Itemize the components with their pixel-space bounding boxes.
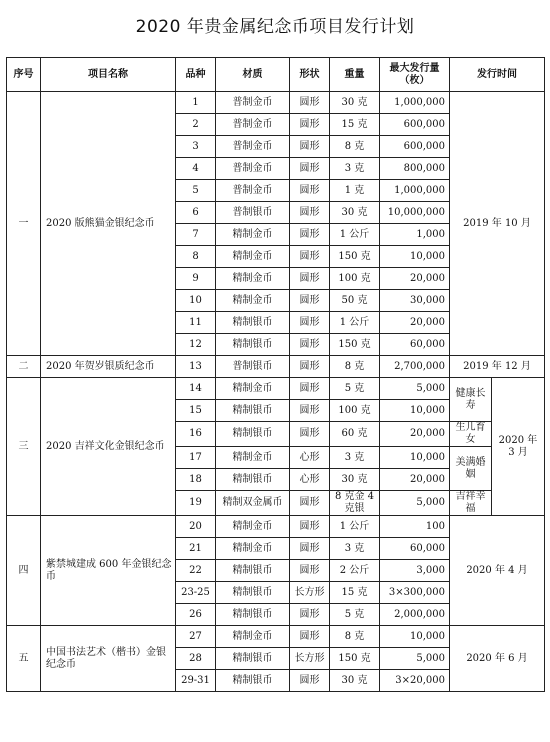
shape-cell: 圆形	[290, 290, 330, 312]
max-issue-cell: 1,000,000	[380, 180, 450, 202]
shape-cell: 心形	[290, 447, 330, 469]
variety-cell: 26	[176, 604, 216, 626]
max-issue-cell: 5,000	[380, 648, 450, 670]
material-cell: 普制银币	[216, 202, 290, 224]
shape-cell: 圆形	[290, 626, 330, 648]
max-issue-cell: 2,000,000	[380, 604, 450, 626]
material-cell: 普制金币	[216, 114, 290, 136]
weight-cell: 50 克	[330, 290, 380, 312]
issue-time-cell: 2020 年 4 月	[450, 516, 545, 626]
header-issue-time: 发行时间	[450, 58, 545, 92]
material-cell: 精制银币	[216, 582, 290, 604]
max-issue-cell: 5,000	[380, 378, 450, 400]
weight-cell: 3 克	[330, 447, 380, 469]
material-cell: 精制金币	[216, 246, 290, 268]
table-body	[7, 92, 545, 692]
shape-cell: 圆形	[290, 202, 330, 224]
group-seq-cell: 二	[7, 356, 41, 378]
issue-time-cell: 2020 年 3 月	[492, 378, 545, 516]
shape-cell: 圆形	[290, 400, 330, 422]
max-issue-cell: 10,000	[380, 400, 450, 422]
variety-cell: 8	[176, 246, 216, 268]
table-row	[7, 378, 545, 400]
header-max-issue: 最大发行量（枚）	[380, 58, 450, 92]
variety-cell: 27	[176, 626, 216, 648]
weight-cell: 1 公斤	[330, 516, 380, 538]
shape-cell: 圆形	[290, 604, 330, 626]
material-cell: 精制金币	[216, 290, 290, 312]
shape-cell: 圆形	[290, 246, 330, 268]
shape-cell: 圆形	[290, 224, 330, 246]
weight-cell: 30 克	[330, 92, 380, 114]
shape-cell: 圆形	[290, 136, 330, 158]
project-name-cell: 2020 版熊猫金银纪念币	[41, 92, 176, 356]
material-cell: 普制银币	[216, 356, 290, 378]
variety-cell: 6	[176, 202, 216, 224]
table-row	[7, 516, 545, 538]
max-issue-cell: 5,000	[380, 491, 450, 516]
header-name: 项目名称	[41, 58, 176, 92]
variety-cell: 11	[176, 312, 216, 334]
max-issue-cell: 10,000	[380, 626, 450, 648]
group-seq-cell: 一	[7, 92, 41, 356]
variety-cell: 15	[176, 400, 216, 422]
variety-cell: 7	[176, 224, 216, 246]
variety-cell: 4	[176, 158, 216, 180]
weight-cell: 8 克	[330, 356, 380, 378]
weight-cell: 5 克	[330, 378, 380, 400]
weight-cell: 60 克	[330, 422, 380, 447]
project-name-cell: 2020 吉祥文化金银纪念币	[41, 378, 176, 516]
header-material: 材质	[216, 58, 290, 92]
header-seq: 序号	[7, 58, 41, 92]
max-issue-cell: 1,000,000	[380, 92, 450, 114]
sub-theme-cell: 健康长寿	[450, 378, 492, 422]
material-cell: 精制金币	[216, 538, 290, 560]
weight-cell: 30 克	[330, 670, 380, 692]
weight-cell: 1 公斤	[330, 224, 380, 246]
weight-cell: 150 克	[330, 648, 380, 670]
group-seq-cell: 四	[7, 516, 41, 626]
material-cell: 精制金币	[216, 378, 290, 400]
variety-cell: 18	[176, 469, 216, 491]
project-name-cell: 紫禁城建成 600 年金银纪念币	[41, 516, 176, 626]
shape-cell: 长方形	[290, 582, 330, 604]
variety-cell: 21	[176, 538, 216, 560]
shape-cell: 圆形	[290, 670, 330, 692]
material-cell: 精制金币	[216, 447, 290, 469]
max-issue-cell: 60,000	[380, 334, 450, 356]
material-cell: 普制金币	[216, 92, 290, 114]
weight-cell: 100 克	[330, 400, 380, 422]
table-row	[7, 92, 545, 114]
shape-cell: 圆形	[290, 268, 330, 290]
header-shape: 形状	[290, 58, 330, 92]
material-cell: 精制银币	[216, 312, 290, 334]
shape-cell: 圆形	[290, 356, 330, 378]
weight-cell: 15 克	[330, 114, 380, 136]
sub-theme-cell: 生儿育女	[450, 422, 492, 447]
shape-cell: 圆形	[290, 516, 330, 538]
max-issue-cell: 20,000	[380, 268, 450, 290]
shape-cell: 圆形	[290, 334, 330, 356]
variety-cell: 20	[176, 516, 216, 538]
max-issue-cell: 600,000	[380, 114, 450, 136]
weight-cell: 1 克	[330, 180, 380, 202]
shape-cell: 圆形	[290, 312, 330, 334]
max-issue-cell: 10,000	[380, 246, 450, 268]
material-cell: 精制银币	[216, 422, 290, 447]
max-issue-cell: 60,000	[380, 538, 450, 560]
shape-cell: 圆形	[290, 114, 330, 136]
material-cell: 精制金币	[216, 516, 290, 538]
material-cell: 精制银币	[216, 648, 290, 670]
shape-cell: 心形	[290, 469, 330, 491]
variety-cell: 5	[176, 180, 216, 202]
max-issue-cell: 2,700,000	[380, 356, 450, 378]
weight-cell: 15 克	[330, 582, 380, 604]
variety-cell: 22	[176, 560, 216, 582]
sub-theme-cell: 吉祥幸福	[450, 491, 492, 516]
max-issue-cell: 3×20,000	[380, 670, 450, 692]
variety-cell: 1	[176, 92, 216, 114]
max-issue-cell: 20,000	[380, 312, 450, 334]
variety-cell: 2	[176, 114, 216, 136]
shape-cell: 圆形	[290, 92, 330, 114]
material-cell: 精制银币	[216, 334, 290, 356]
max-issue-cell: 100	[380, 516, 450, 538]
variety-cell: 17	[176, 447, 216, 469]
issue-plan-table	[6, 57, 545, 692]
variety-cell: 3	[176, 136, 216, 158]
weight-cell: 100 克	[330, 268, 380, 290]
variety-cell: 19	[176, 491, 216, 516]
max-issue-cell: 20,000	[380, 422, 450, 447]
weight-cell: 150 克	[330, 334, 380, 356]
weight-cell: 8 克金 4 克银	[330, 491, 380, 516]
variety-cell: 12	[176, 334, 216, 356]
variety-cell: 23-25	[176, 582, 216, 604]
shape-cell: 长方形	[290, 648, 330, 670]
project-name-cell: 中国书法艺术（楷书）金银纪念币	[41, 626, 176, 692]
group-seq-cell: 五	[7, 626, 41, 692]
page-title: 2020 年贵金属纪念币项目发行计划	[135, 17, 415, 37]
variety-cell: 10	[176, 290, 216, 312]
max-issue-cell: 800,000	[380, 158, 450, 180]
weight-cell: 2 公斤	[330, 560, 380, 582]
material-cell: 精制银币	[216, 400, 290, 422]
shape-cell: 圆形	[290, 422, 330, 447]
variety-cell: 16	[176, 422, 216, 447]
sub-theme-cell: 美满婚姻	[450, 447, 492, 491]
weight-cell: 30 克	[330, 469, 380, 491]
issue-time-cell: 2020 年 6 月	[450, 626, 545, 692]
header-weight: 重量	[330, 58, 380, 92]
shape-cell: 圆形	[290, 491, 330, 516]
max-issue-cell: 3×300,000	[380, 582, 450, 604]
shape-cell: 圆形	[290, 560, 330, 582]
max-issue-cell: 20,000	[380, 469, 450, 491]
max-issue-cell: 1,000	[380, 224, 450, 246]
issue-time-cell: 2019 年 10 月	[450, 92, 545, 356]
variety-cell: 28	[176, 648, 216, 670]
material-cell: 精制双金属币	[216, 491, 290, 516]
material-cell: 精制金币	[216, 626, 290, 648]
weight-cell: 8 克	[330, 136, 380, 158]
material-cell: 普制金币	[216, 180, 290, 202]
shape-cell: 圆形	[290, 378, 330, 400]
max-issue-cell: 10,000	[380, 447, 450, 469]
material-cell: 精制金币	[216, 268, 290, 290]
weight-cell: 1 公斤	[330, 312, 380, 334]
shape-cell: 圆形	[290, 180, 330, 202]
material-cell: 普制金币	[216, 158, 290, 180]
weight-cell: 30 克	[330, 202, 380, 224]
table-row	[7, 626, 545, 648]
header-row	[7, 58, 545, 92]
shape-cell: 圆形	[290, 158, 330, 180]
shape-cell: 圆形	[290, 538, 330, 560]
project-name-cell: 2020 年贺岁银质纪念币	[41, 356, 176, 378]
max-issue-cell: 3,000	[380, 560, 450, 582]
material-cell: 精制银币	[216, 469, 290, 491]
weight-cell: 8 克	[330, 626, 380, 648]
weight-cell: 150 克	[330, 246, 380, 268]
max-issue-cell: 600,000	[380, 136, 450, 158]
issue-time-cell: 2019 年 12 月	[450, 356, 545, 378]
material-cell: 精制银币	[216, 604, 290, 626]
variety-cell: 9	[176, 268, 216, 290]
header-variety: 品种	[176, 58, 216, 92]
group-seq-cell: 三	[7, 378, 41, 516]
material-cell: 精制银币	[216, 670, 290, 692]
variety-cell: 13	[176, 356, 216, 378]
table-row	[7, 356, 545, 378]
weight-cell: 3 克	[330, 158, 380, 180]
variety-cell: 14	[176, 378, 216, 400]
max-issue-cell: 10,000,000	[380, 202, 450, 224]
max-issue-cell: 30,000	[380, 290, 450, 312]
weight-cell: 3 克	[330, 538, 380, 560]
material-cell: 普制金币	[216, 136, 290, 158]
material-cell: 精制金币	[216, 224, 290, 246]
material-cell: 精制银币	[216, 560, 290, 582]
weight-cell: 5 克	[330, 604, 380, 626]
variety-cell: 29-31	[176, 670, 216, 692]
